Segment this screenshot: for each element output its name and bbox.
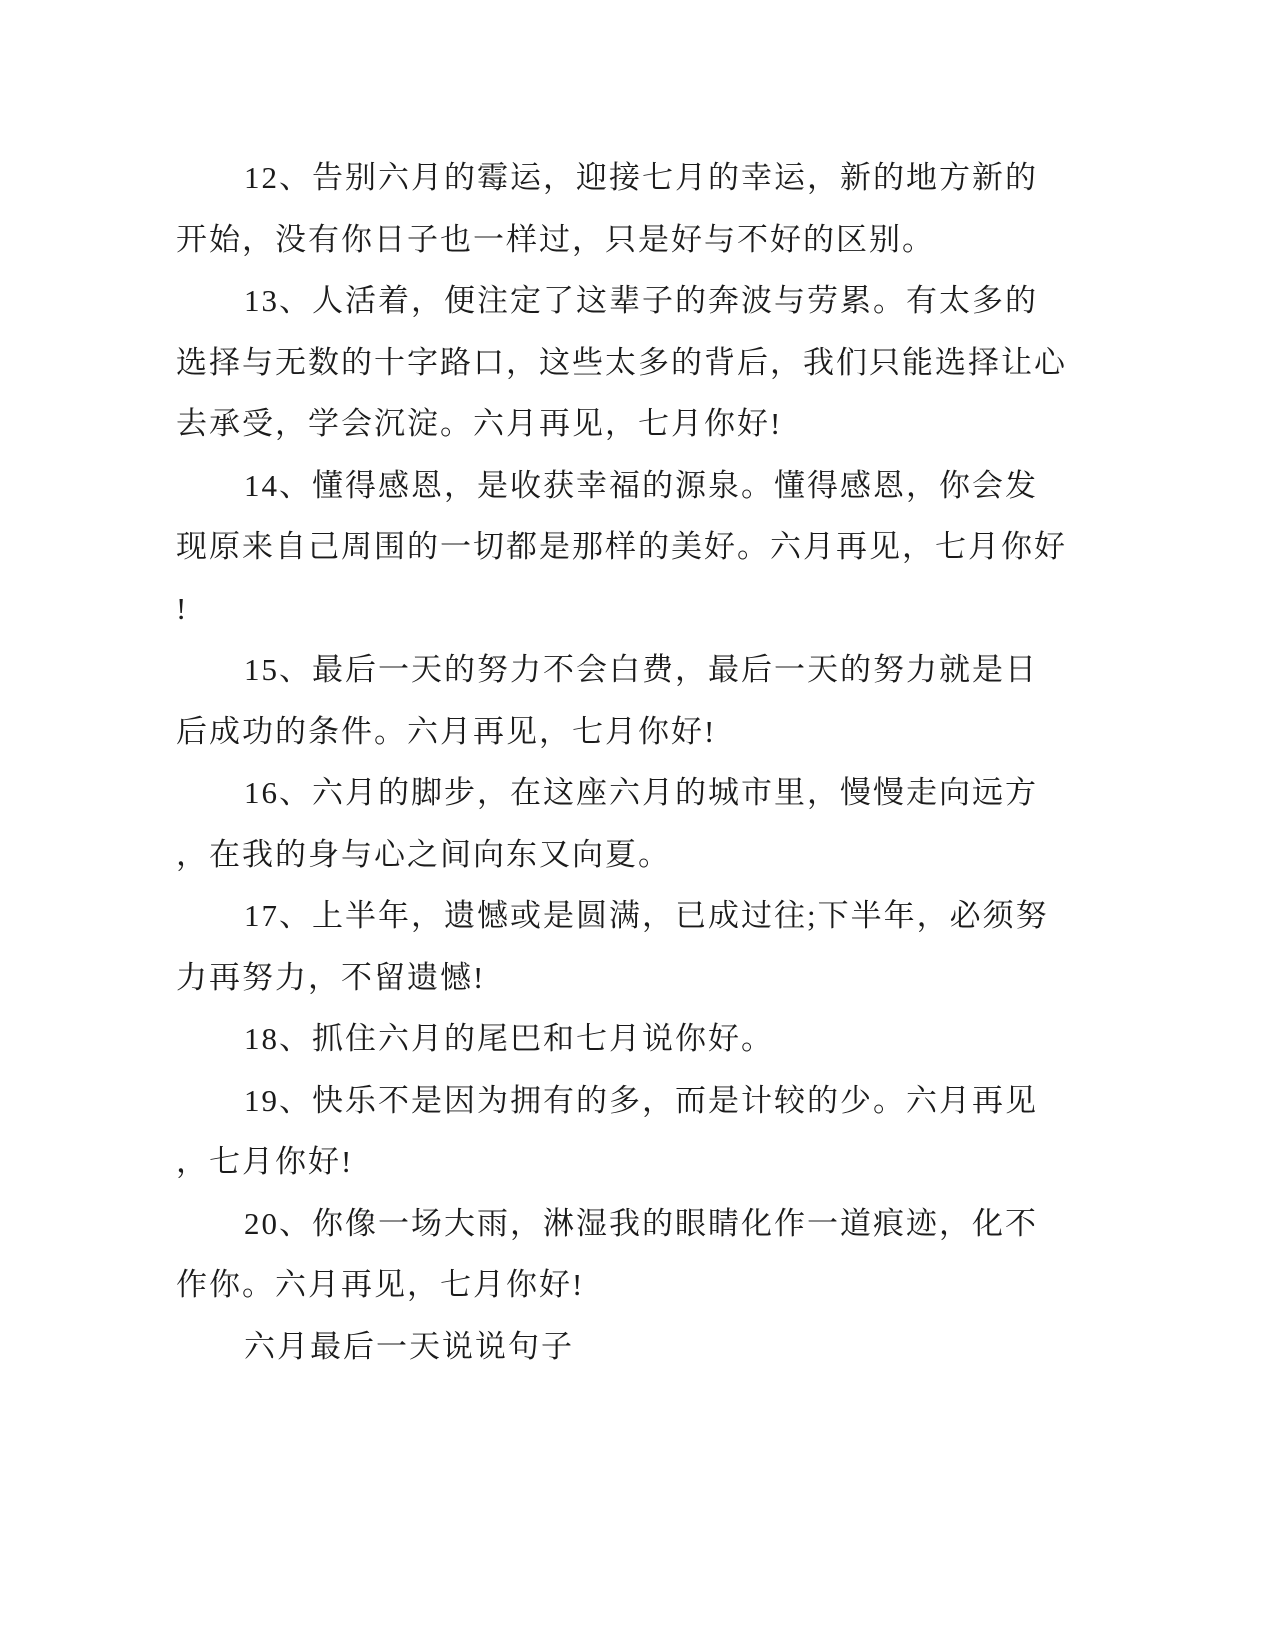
quote-separator: 、	[279, 1205, 312, 1241]
closing-line: 六月最后一天说说句子	[244, 1328, 574, 1364]
quote-paragraph	[176, 639, 1068, 762]
quote-paragraph	[176, 1070, 1068, 1193]
quote-separator: 、	[279, 467, 312, 503]
quote-number: 13	[244, 283, 279, 318]
quote-text: 你像一场大雨，淋湿我的眼睛化作一道痕迹，化不作你。六月再见，七月你好!	[176, 1205, 1038, 1302]
quote-text: 上半年，遗憾或是圆满，已成过往;下半年，必须努力再努力，不留遗憾!	[176, 898, 1049, 995]
quote-paragraph	[176, 1008, 1068, 1070]
quote-separator: 、	[279, 283, 312, 318]
quote-text: 懂得感恩，是收获幸福的源泉。懂得感恩，你会发现原来自己周围的一切都是那样的美好。六月再见，七月你好!	[176, 467, 1067, 626]
quote-paragraph	[176, 1193, 1068, 1316]
quote-paragraph	[176, 762, 1068, 885]
quote-number: 19	[244, 1082, 279, 1118]
quote-text: 快乐不是因为拥有的多，而是计较的少。六月再见，七月你好!	[176, 1082, 1038, 1179]
quote-number: 16	[244, 775, 279, 810]
quote-paragraph	[176, 270, 1068, 455]
quote-number: 18	[244, 1021, 279, 1056]
quote-text: 人活着，便注定了这辈子的奔波与劳累。有太多的选择与无数的十字路口，这些太多的背后，我们只能选择让心去承受，学会沉淀。六月再见，七月你好!	[176, 283, 1067, 441]
quote-number: 14	[244, 467, 279, 503]
quote-separator: 、	[279, 1021, 312, 1056]
quote-paragraph	[176, 455, 1068, 640]
quote-number: 17	[244, 898, 279, 933]
quote-number: 20	[244, 1205, 279, 1241]
quote-text: 告别六月的霉运，迎接七月的幸运，新的地方新的开始，没有你日子也一样过，只是好与不好的区别。	[176, 160, 1038, 257]
quote-paragraph	[176, 885, 1068, 1008]
quote-text: 最后一天的努力不会白费，最后一天的努力就是日后成功的条件。六月再见，七月你好!	[176, 652, 1038, 749]
quote-text: 抓住六月的尾巴和七月说你好。	[312, 1021, 774, 1056]
quote-separator: 、	[279, 775, 312, 810]
quote-number: 12	[244, 160, 279, 195]
quote-separator: 、	[279, 652, 312, 687]
quote-separator: 、	[279, 898, 312, 933]
quote-paragraph	[176, 147, 1068, 270]
document-body	[176, 147, 1068, 1377]
quote-separator: 、	[279, 1082, 312, 1118]
quote-number: 15	[244, 652, 279, 687]
quote-separator: 、	[279, 160, 312, 195]
quote-text: 六月的脚步，在这座六月的城市里，慢慢走向远方，在我的身与心之间向东又向夏。	[176, 775, 1038, 872]
